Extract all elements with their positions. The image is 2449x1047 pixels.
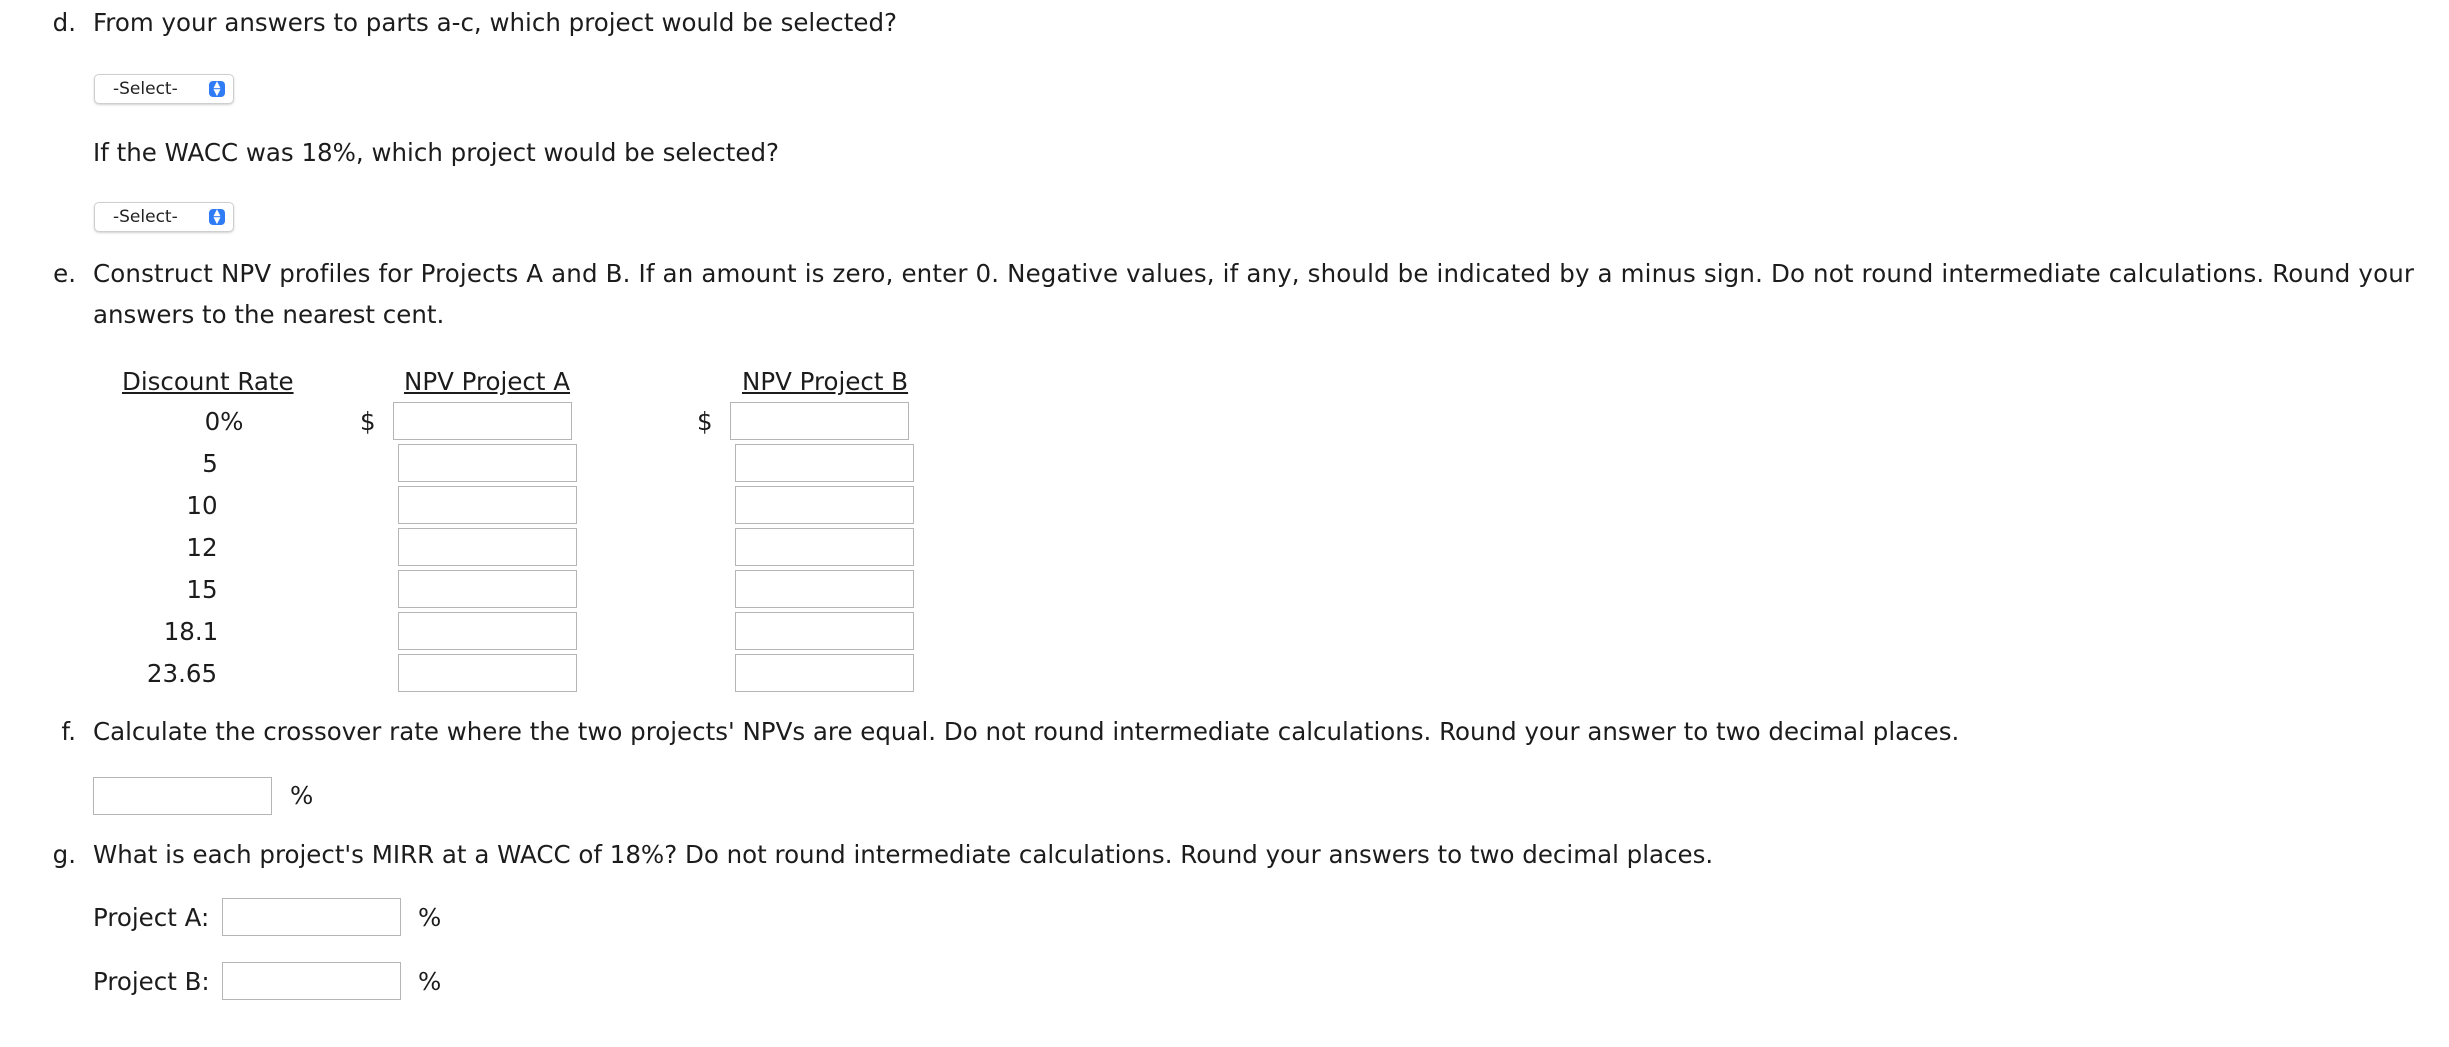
part-f-letter: f.	[61, 717, 76, 746]
npv-a-input-10[interactable]	[398, 486, 577, 524]
crossover-rate-input[interactable]	[93, 777, 272, 815]
npv-b-input-12[interactable]	[735, 528, 914, 566]
npv-a-input-12[interactable]	[398, 528, 577, 566]
npv-b-input-18-1[interactable]	[735, 612, 914, 650]
chevron-updown-icon: ▲ ▼	[209, 81, 225, 97]
npv-a-input-18-1[interactable]	[398, 612, 577, 650]
project-select-d[interactable]	[94, 74, 234, 104]
discount-rate-cell: 0%	[204, 407, 244, 436]
select-value: -Select-	[113, 79, 178, 99]
part-f-question: Calculate the crossover rate where the two projects' NPVs are equal. Do not round intermediate calculations. Round your answer to two decimal places.	[93, 717, 1960, 746]
part-d-letter: d.	[52, 8, 76, 37]
npv-a-input-0[interactable]	[393, 402, 572, 440]
part-g-question: What is each project's MIRR at a WACC of 18%? Do not round intermediate calculations. Round your answers to two decimal places.	[93, 840, 1714, 869]
discount-rate-cell: 12	[186, 533, 218, 562]
mirr-a-percent-unit: %	[418, 903, 442, 932]
header-discount-rate: Discount Rate	[122, 367, 294, 396]
npv-a-input-23-65[interactable]	[398, 654, 577, 692]
part-d-question: From your answers to parts a-c, which project would be selected?	[93, 8, 898, 37]
currency-symbol-b: $	[697, 407, 713, 436]
mirr-project-b-input[interactable]	[222, 962, 401, 1000]
discount-rate-cell: 10	[186, 491, 218, 520]
mirr-b-percent-unit: %	[418, 967, 442, 996]
part-e-letter: e.	[53, 259, 76, 288]
project-a-label: Project A:	[93, 903, 210, 932]
select-value: -Select-	[113, 207, 178, 227]
npv-b-input-23-65[interactable]	[735, 654, 914, 692]
currency-symbol-a: $	[360, 407, 376, 436]
crossover-percent-unit: %	[290, 781, 314, 810]
npv-b-input-0[interactable]	[730, 402, 909, 440]
npv-b-input-15[interactable]	[735, 570, 914, 608]
project-b-label: Project B:	[93, 967, 210, 996]
part-e-instruction-line1: Construct NPV profiles for Projects A and B. If an amount is zero, enter 0. Negative values, if any, should be indicated by a minus sign. Do not round intermediate calculations. Round your	[93, 259, 2415, 288]
discount-rate-cell: 18.1	[163, 617, 219, 646]
header-npv-project-a: NPV Project A	[404, 367, 571, 396]
part-e-instruction-line2: answers to the nearest cent.	[93, 300, 445, 329]
npv-a-input-5[interactable]	[398, 444, 577, 482]
npv-b-input-10[interactable]	[735, 486, 914, 524]
chevron-updown-icon: ▲ ▼	[209, 209, 225, 225]
part-d-question-wacc: If the WACC was 18%, which project would be selected?	[93, 138, 779, 167]
discount-rate-cell: 23.65	[146, 659, 218, 688]
header-npv-project-b: NPV Project B	[742, 367, 909, 396]
project-select-wacc[interactable]	[94, 202, 234, 232]
part-g-letter: g.	[52, 840, 76, 869]
discount-rate-cell: 5	[202, 449, 218, 478]
mirr-project-a-input[interactable]	[222, 898, 401, 936]
npv-b-input-5[interactable]	[735, 444, 914, 482]
discount-rate-cell: 15	[186, 575, 218, 604]
npv-a-input-15[interactable]	[398, 570, 577, 608]
